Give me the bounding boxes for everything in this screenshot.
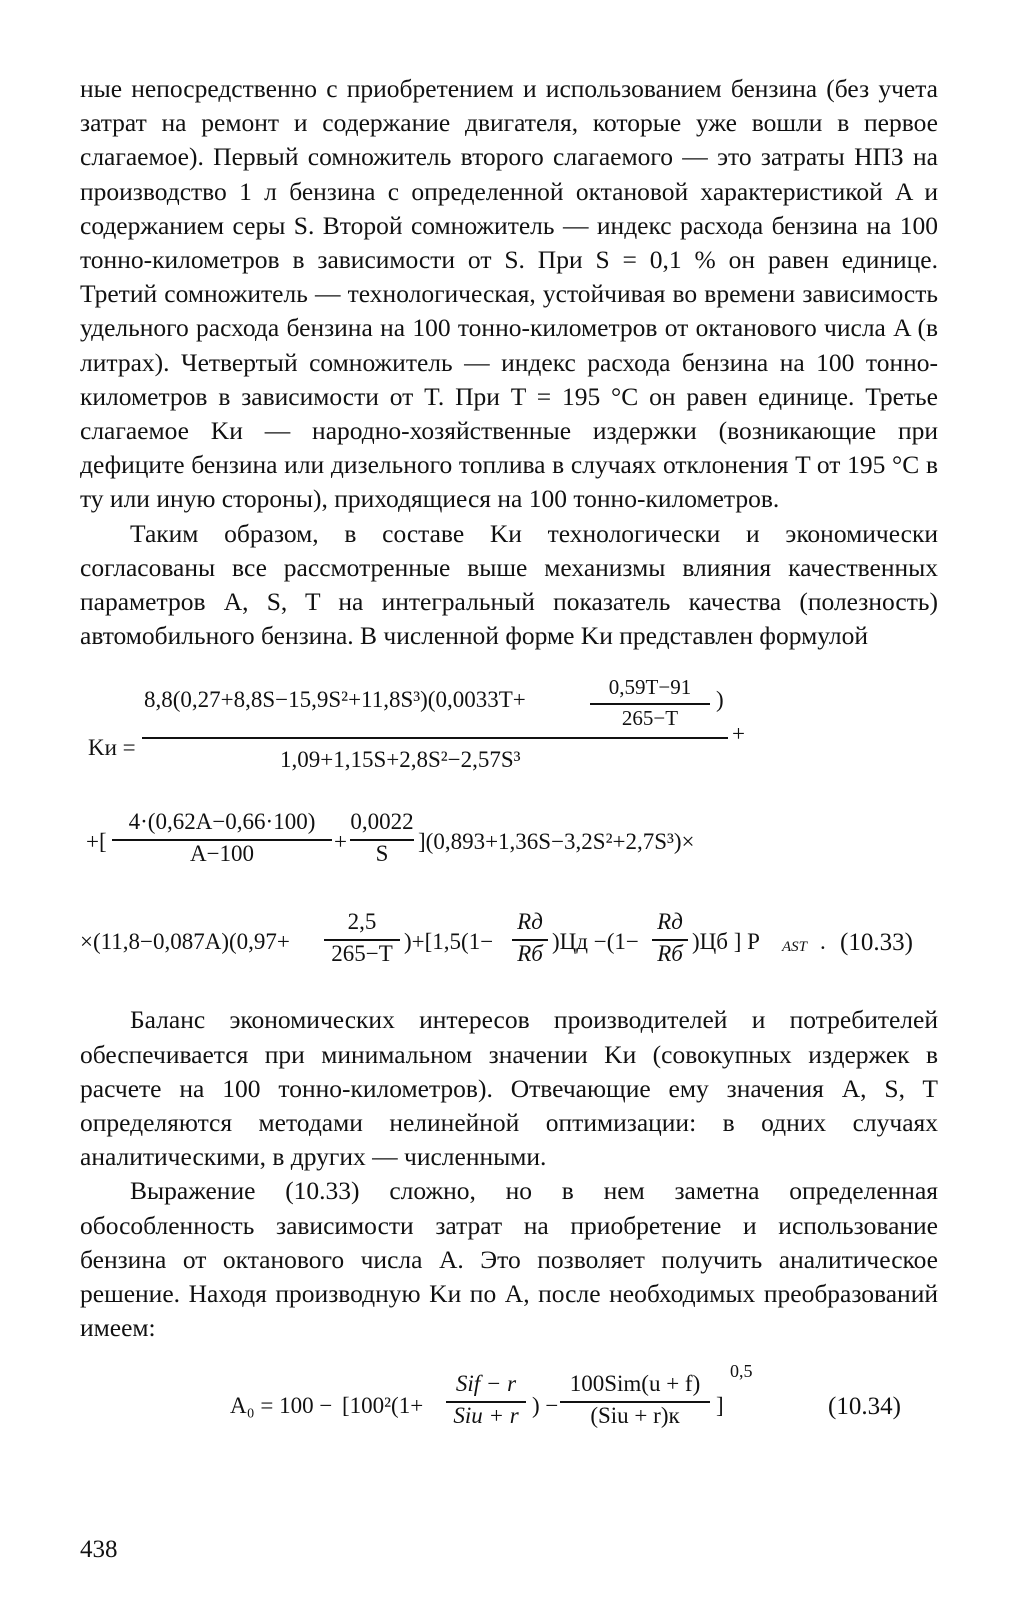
formula-close: ]	[716, 1393, 724, 1419]
formula-line1-plus: +	[732, 721, 745, 747]
formula-line3-mid2: )Цд −(1−	[552, 929, 639, 955]
main-fraction-bar	[142, 737, 728, 739]
equation-number-10-34: (10.34)	[828, 1393, 901, 1421]
formula-part1: [100²(1+	[342, 1393, 424, 1419]
numerator: 100Sim(u + f)	[569, 1371, 701, 1397]
fraction-bar	[324, 939, 400, 941]
formula-line1-denominator: 1,09+1,15S+2,8S²−2,57S³	[280, 747, 521, 773]
numerator: Rд	[517, 909, 543, 935]
formula-line1-close: )	[716, 687, 724, 713]
formula-line3-ratio-1	[512, 909, 548, 967]
denominator: Siu + r	[453, 1403, 519, 1429]
denominator: 265−T	[331, 941, 393, 967]
formula-lhs: Kи =	[88, 735, 136, 761]
paragraph-4: Выражение (10.33) сложно, но в нем заметна определенная обособленность зависимости затрат на приобретение и использование бензина от октанового числа A. Это позволяет получить аналитическое решение. Находя производную Kи по A, после необходимых преобразований имеем:	[80, 1176, 938, 1343]
formula-power: 0,5	[730, 1361, 753, 1382]
paragraph-3: Баланс экономических интересов производителей и потребителей обеспечивается при минимальном значении Kи (совокупных издержек в расчете на 100 тонно-километров). Отвечающие ему значения A, S, T определяются методами нелинейной оптимизации: в одних случаях аналитическими, в других — численными.	[80, 1005, 938, 1172]
denominator: Rб	[657, 941, 683, 967]
fraction-bar	[512, 939, 548, 941]
formula-line2-plus: +	[334, 829, 347, 855]
numerator: 0,0022	[350, 809, 414, 835]
formula-line2-lead: +[	[86, 829, 107, 855]
formula-fraction-1	[446, 1371, 526, 1429]
fraction-bar	[350, 839, 414, 841]
formula-line3-lead: ×(11,8−0,087A)(0,97+	[80, 929, 290, 955]
fraction-bar	[652, 939, 688, 941]
formula-part2: ) −	[532, 1393, 559, 1419]
denominator: (Siu + r)к	[590, 1403, 680, 1429]
formula-line3-mid3: )Цб ] P	[692, 929, 760, 955]
fraction-bar	[112, 839, 332, 841]
formula-line2-tail: ](0,893+1,36S−3,2S²+2,7S³)×	[418, 829, 695, 855]
numerator: Sif − r	[455, 1371, 517, 1397]
denominator: S	[375, 841, 389, 867]
formula-line2-fraction-2	[350, 809, 414, 867]
denominator: Rб	[517, 941, 543, 967]
fraction-bar	[446, 1401, 526, 1403]
numerator: Rд	[657, 909, 683, 935]
formula-line1-inner-fraction	[590, 675, 710, 731]
page-body	[80, 72, 938, 1475]
numerator: 2,5	[347, 909, 377, 935]
page-number: 438	[80, 1536, 118, 1563]
paragraph-1: ные непосредственно с приобретением и использованием бензина (без учета затрат на ремонт и содержание двигателя, которые уже вошли в первое слагаемое). Первый сомножитель второго слагаемого — это затраты НПЗ на производство 1 л бензина с определенной октановой характеристикой A и содержанием серы S. Второй сомножитель — индекс расхода бензина на 100 тонно-километров в зависимости от S. При S = 0,1 % он равен единице. Третий сомножитель — технологическая, устойчивая во времени зависимость удельного расхода бензина на 100 тонно-километров от октанового числа A (в литрах). Четвертый сомножитель — индекс расхода бензина на 100 тонно-километров в зависимости от T. При T = 195 °С он равен единице. Третье слагаемое Kи — народно-хозяйственные издержки (возникающие при дефиците бензина или дизельного топлива в случаях отклонения T от 195 °С в ту или иную стороны), приходящиеся на 100 тонно-километров.	[80, 74, 938, 514]
paragraph-2: Таким образом, в составе Kи технологически и экономически согласованы все рассмотренные выше механизмы влияния качественных параметров A, S, T на интегральный показатель качества (полезность) автомобильного бензина. В численной форме Kи представлен формулой	[80, 518, 938, 651]
formula-line2-fraction-1	[112, 809, 332, 867]
formula-line1-numerator: 8,8(0,27+8,8S−15,9S²+11,8S³)(0,0033T+	[144, 687, 526, 713]
denominator: A−100	[189, 841, 255, 867]
numerator: 4·(0,62A−0,66·100)	[128, 809, 316, 835]
formula-fraction-2	[560, 1371, 710, 1429]
equation-number-10-33: (10.33)	[840, 929, 913, 957]
formula-line3-fraction	[324, 909, 400, 967]
fraction-bar	[590, 703, 710, 705]
formula-line3-subscript: AST	[782, 939, 808, 956]
formula-10-34	[80, 1345, 938, 1475]
formula-10-33	[80, 653, 938, 1003]
formula-line3-end: .	[820, 929, 826, 955]
fraction-bar	[560, 1401, 710, 1403]
formula-lhs: A₀ = 100 −	[230, 1393, 333, 1419]
formula-line3-ratio-2	[652, 909, 688, 967]
inner-denominator: 265−T	[621, 706, 679, 731]
formula-line3-mid: )+[1,5(1−	[404, 929, 494, 955]
inner-numerator: 0,59T−91	[608, 675, 692, 700]
